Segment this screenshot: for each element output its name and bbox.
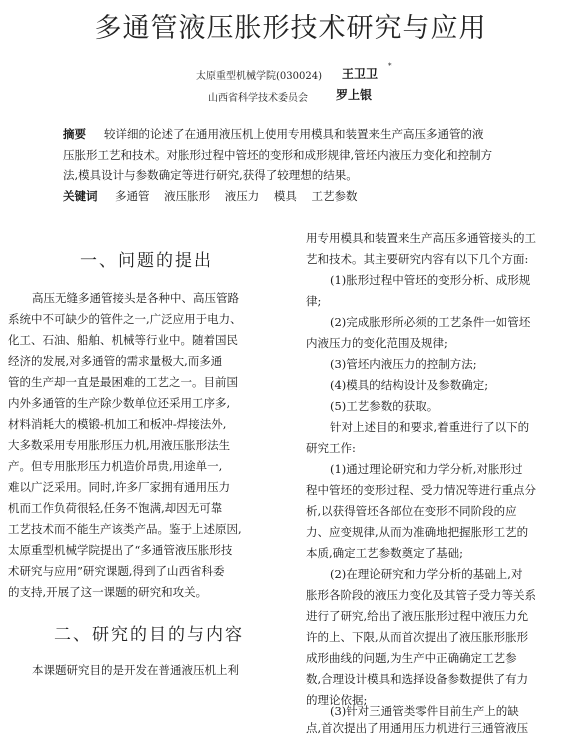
- body-line: 术研究与应用”研究课题,得到了山西省科委: [8, 564, 225, 578]
- body-line: 成形曲线的问题,为生产中正确确定工艺参: [306, 651, 517, 665]
- body-line: 高压无缝多通管接头是各种中、高压管路: [32, 291, 239, 305]
- body-line: 本课题研究目的是开发在普通液压机上利: [32, 663, 239, 677]
- body-line: 工艺技术而不能生产该类产品。鉴于上述原因,: [8, 522, 242, 536]
- affiliation-2: 山西省科学技术委员会: [208, 93, 308, 104]
- body-line: (4)模具的结构设计及参数确定;: [330, 378, 489, 392]
- body-line: 数,合理设计模具和选择设备参数提供了有力: [306, 672, 529, 686]
- body-line: 用专用模具和装置来生产高压多通管接头的工: [306, 231, 536, 245]
- body-line: (2)在理论研究和力学分析的基础上,对: [330, 567, 523, 581]
- body-line: 材料消耗大的模锻-机加工和板冲-焊接法外,: [8, 417, 227, 431]
- body-line: (3)管坯内液压力的控制方法;: [330, 357, 477, 371]
- author-1-mark: *: [388, 62, 392, 70]
- body-line: 管的生产却一直是最困难的工艺之一。目前国: [8, 375, 238, 389]
- body-line: 的理论依据;: [306, 693, 368, 707]
- abstract-line: 法,模具设计与参数确定等进行研究,获得了较理想的结果。: [63, 168, 358, 182]
- abstract-label: 摘要: [63, 127, 86, 141]
- abstract-line: 较详细的论述了在通用液压机上使用专用模具和装置来生产高压多通管的液: [104, 127, 484, 141]
- body-line: 力、应变规律,从而为准确地把握胀形工艺的: [306, 525, 529, 539]
- body-line: 系统中不可缺少的管件之一,广泛应用于电力、: [8, 312, 242, 326]
- body-line: 许的上、下限,从而首次提出了液压胀形胀形: [306, 630, 529, 644]
- body-line: 本质,确定工艺参数奠定了基础;: [306, 546, 464, 560]
- body-line: 进行了研究,给出了液压胀形过程中液压力允: [306, 609, 529, 623]
- body-line: 太原重型机械学院提出了“多通管液压胀形技: [8, 543, 233, 557]
- keywords-label: 关键词: [63, 189, 98, 203]
- author-1: 王卫卫: [342, 67, 379, 81]
- body-line: (5)工艺参数的获取。: [330, 399, 439, 413]
- body-line: 大多数采用专用胀形压力机,用液压胀形法生: [8, 438, 231, 452]
- paper-title: 多通管液压胀形技术研究与应用: [94, 13, 487, 44]
- section-heading-2: 二、研究的目的与内容: [54, 625, 244, 645]
- body-line: 难以广泛采用。同时,许多厂家拥有通用压力: [8, 480, 231, 494]
- body-line: (3)针对三通管类零件目前生产上的缺: [330, 704, 519, 718]
- body-line: (2)完成胀形所必须的工艺条件一如管坯: [330, 315, 531, 329]
- body-line: 艺和技术。其主要研究内容有以下几个方面:: [306, 252, 529, 266]
- body-line: 析,以获得管坯各部位在变形不同阶段的应: [306, 504, 517, 518]
- body-line: 产。但专用胀形压力机造价昂贵,用途单一,: [8, 459, 223, 473]
- body-line: 程中管坯的变形过程、受力情况等进行重点分: [306, 483, 536, 497]
- body-line: 内液压力的变化范围及规律;: [306, 336, 448, 350]
- body-line: 机而工作负荷很轻,任务不饱满,却因无可靠: [8, 501, 223, 515]
- body-line: 律;: [306, 294, 322, 308]
- body-line: 经济的发展,对多通管的需求量极大,而多通: [8, 354, 223, 368]
- affiliation-1: 太原重型机械学院(030024): [196, 71, 322, 82]
- body-line: 内外多通管的生产除少数单位还采用工序多,: [8, 396, 231, 410]
- body-line: (1)通过理论研究和力学分析,对胀形过: [330, 462, 523, 476]
- keywords-text: 多通管 液压胀形 液压力 模具 工艺参数: [115, 189, 358, 203]
- author-2: 罗上银: [336, 88, 373, 102]
- body-line: (1)胀形过程中管坯的变形分析、成形规: [330, 273, 531, 287]
- section-heading-1: 一、问题的提出: [80, 251, 213, 271]
- body-line: 研究工作:: [306, 441, 356, 455]
- body-line: 针对上述目的和要求,着重进行了以下的: [330, 420, 530, 434]
- body-line: 胀形各阶段的液压力变化及其管子受力等关系: [306, 588, 536, 602]
- body-line: 点,首次提出了用通用压力机进行三通管液压: [306, 721, 529, 735]
- body-line: 化工、石油、船舶、机械等行业中。随着国民: [8, 333, 238, 347]
- body-line: 的支持,开展了这一课题的研究和攻关。: [8, 585, 208, 599]
- abstract-line: 压胀形工艺和技术。对胀形过程中管坯的变形和成形规律,管坯内液压力变化和控制方: [63, 148, 493, 162]
